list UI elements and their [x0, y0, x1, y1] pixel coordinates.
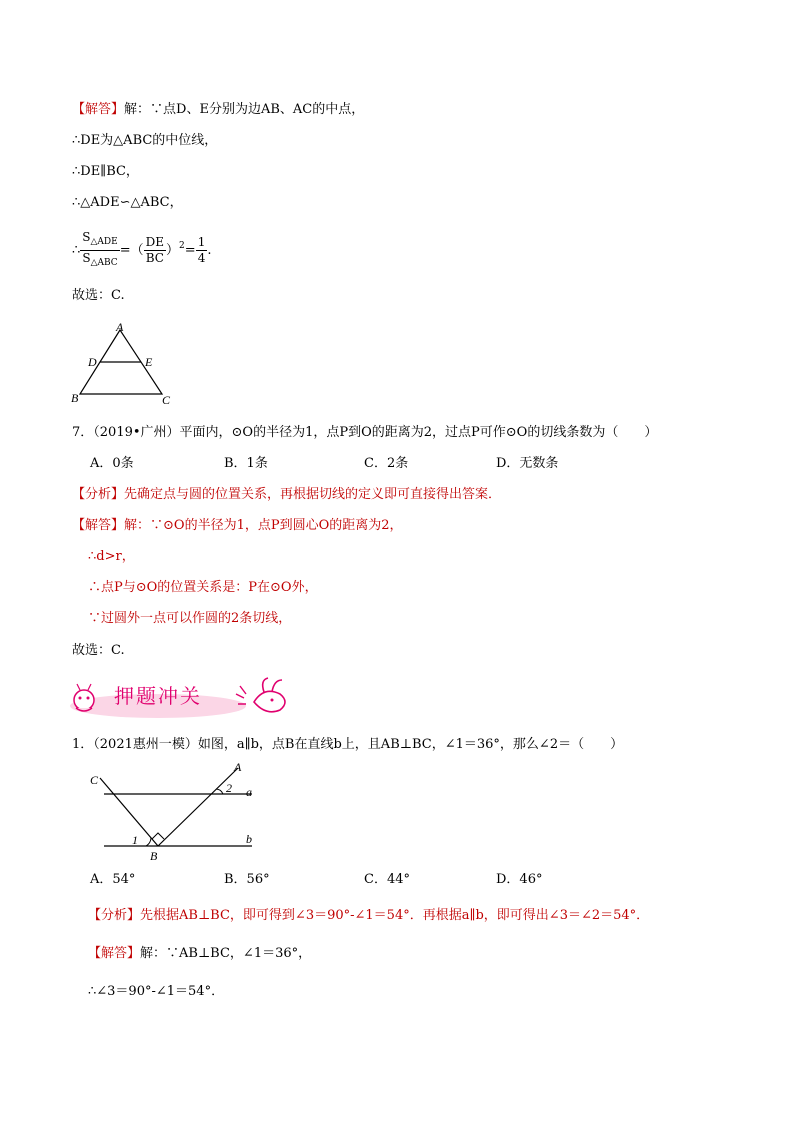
- equals-sign: =: [184, 243, 196, 258]
- q7-solution-line-3: ∴点P与⊙O的位置关系是：P在⊙O外，: [88, 580, 318, 595]
- therefore-sign: ∴: [72, 243, 81, 258]
- frac-num-s: S: [82, 230, 91, 244]
- q7-option-a: A．0条: [90, 456, 134, 471]
- solution-jie: 解：: [124, 102, 151, 117]
- q1-solution-text-1: 解：∵AB⊥BC，∠1＝36°，: [140, 946, 312, 961]
- solution-text-1: ∵点D、E分别为边AB、AC的中点，: [150, 102, 365, 117]
- segment-ab: [158, 768, 238, 846]
- solution-line-1: [72, 101, 364, 119]
- section-banner: [68, 672, 298, 722]
- frac-side-num: DE: [145, 235, 165, 249]
- close-paren: ）: [166, 243, 180, 258]
- q7-solution-line-1: [72, 517, 403, 535]
- angle-1-arc: [146, 838, 151, 846]
- answer-line-1: 故选：C.: [72, 288, 125, 303]
- solution-line-2: ∴DE为△ABC的中位线，: [72, 133, 218, 148]
- solution-line-3: ∴DE∥BC，: [72, 164, 139, 179]
- right-angle-mark: [152, 833, 164, 839]
- q7-solution-line-4: ∵过圆外一点可以作圆的2条切线，: [88, 611, 292, 626]
- label-a-point: A: [234, 760, 242, 774]
- q1-option-b: B．56°: [224, 872, 270, 887]
- fraction-sides: [144, 235, 166, 266]
- equals-paren: =（: [119, 243, 144, 258]
- label-b: B: [71, 391, 79, 405]
- analysis-tag: 【分析】: [88, 908, 141, 923]
- formula-period: .: [207, 243, 212, 258]
- square-exponent: 2: [179, 241, 185, 251]
- q7-solution-text-1: 解：∵⊙O的半径为1，点P到圆心O的距离为2，: [124, 518, 403, 533]
- frac-result-den: 4: [197, 251, 206, 265]
- solution-tag: 【解答】: [72, 518, 125, 533]
- question-7-stem: 7．（2019•广州）平面内，⊙O的半径为1，点P到O的距离为2，过点P可作⊙O的切线条数为（ ）: [72, 425, 658, 440]
- frac-den-sub: △ABC: [90, 258, 118, 268]
- analysis-text: 先确定点与圆的位置关系，再根据切线的定义即可直接得出答案．: [124, 487, 502, 502]
- analysis-text: 先根据AB⊥BC，即可得到∠3＝90°-∠1＝54°．再根据a∥b，即可得出∠3＝∠2＝54°．: [140, 908, 650, 923]
- frac-den-s: S: [82, 251, 91, 265]
- q7-analysis: [72, 486, 501, 504]
- parallel-lines-figure: [82, 756, 272, 866]
- label-line-b: b: [246, 832, 252, 846]
- label-line-a: a: [246, 785, 252, 799]
- label-c: C: [162, 393, 171, 407]
- label-angle-1: 1: [132, 833, 138, 847]
- q7-answer: 故选：C.: [72, 643, 125, 658]
- segment-bc: [100, 778, 158, 846]
- q1-solution-line-1: [88, 945, 311, 963]
- q7-solution-line-2: ∴d>r，: [88, 549, 135, 564]
- q1-option-d: D．46°: [496, 872, 543, 887]
- solution-tag: 【解答】: [72, 102, 125, 117]
- solution-line-4: ∴△ADE∽△ABC，: [72, 195, 183, 210]
- label-e: E: [145, 355, 153, 369]
- solution-tag: 【解答】: [88, 946, 141, 961]
- q7-option-d: D．无数条: [496, 456, 559, 471]
- analysis-tag: 【分析】: [72, 487, 125, 502]
- q7-option-c: C．2条: [364, 456, 409, 471]
- angle-2-arc: [216, 789, 223, 794]
- area-ratio-formula: [72, 228, 211, 271]
- q1-option-c: C．44°: [364, 872, 410, 887]
- q7-option-b: B．1条: [224, 456, 268, 471]
- frac-num-sub: △ADE: [90, 237, 118, 247]
- q1-option-a: A．54°: [90, 872, 136, 887]
- fraction-result: [196, 235, 208, 266]
- label-d: D: [88, 355, 97, 369]
- label-a: A: [116, 320, 124, 334]
- question-1-stem: 1．（2021惠州一模）如图，a∥b，点B在直线b上，且AB⊥BC，∠1＝36°，那么∠2＝（ ）: [72, 737, 624, 752]
- label-c: C: [90, 773, 99, 787]
- q1-solution-line-2: ∴∠3＝90°-∠1＝54°．: [88, 984, 225, 999]
- banner-title: 押题冲关: [114, 684, 202, 708]
- frac-result-num: 1: [197, 235, 206, 249]
- label-angle-2: 2: [226, 781, 232, 795]
- fraction-area: [80, 230, 119, 271]
- ladybug-icon: [74, 690, 94, 710]
- q1-analysis: [88, 907, 649, 925]
- label-b-point: B: [150, 849, 158, 863]
- frac-side-den: BC: [145, 251, 164, 265]
- triangle-figure: [66, 318, 186, 410]
